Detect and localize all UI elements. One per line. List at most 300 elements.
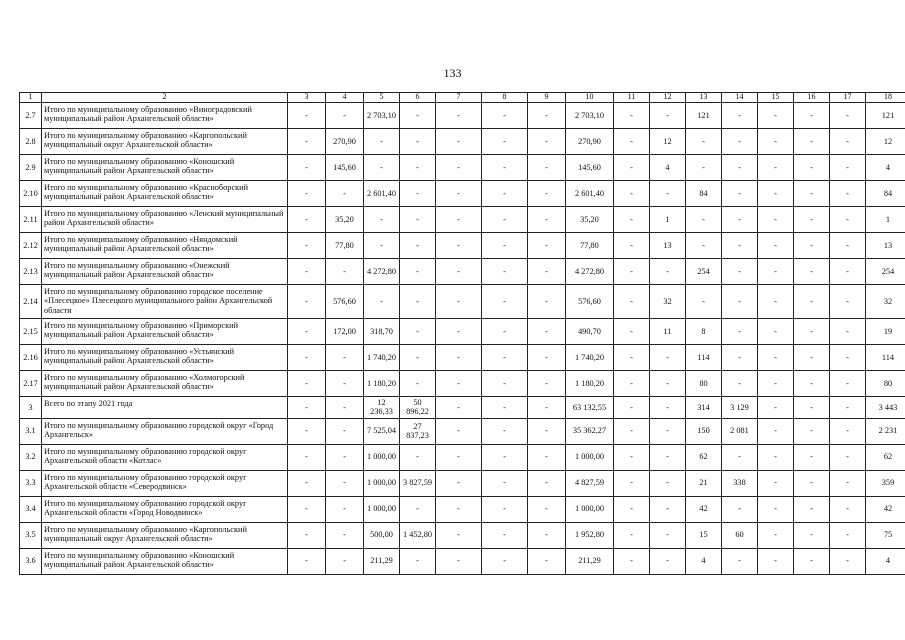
column-header: 12: [650, 93, 686, 103]
table-cell: -: [830, 548, 866, 574]
table-cell: 254: [686, 258, 722, 284]
table-cell: 42: [686, 496, 722, 522]
table-cell: 12: [650, 128, 686, 154]
table-cell: -: [436, 180, 482, 206]
row-name: Итого по муниципальному образованию городской округ Архангельской области «Котлас»: [42, 444, 288, 470]
table-cell: -: [614, 470, 650, 496]
table-cell: -: [400, 206, 436, 232]
table-cell: 500,00: [364, 522, 400, 548]
table-cell: 1 952,80: [566, 522, 614, 548]
table-cell: -: [758, 496, 794, 522]
table-cell: 60: [722, 522, 758, 548]
table-cell: 359: [866, 470, 905, 496]
table-cell: -: [528, 318, 566, 344]
column-header: 9: [528, 93, 566, 103]
table-cell: 84: [686, 180, 722, 206]
table-cell: -: [758, 180, 794, 206]
table-cell: -: [614, 154, 650, 180]
column-header: 13: [686, 93, 722, 103]
table-cell: -: [794, 444, 830, 470]
table-cell: -: [614, 522, 650, 548]
table-cell: -: [794, 370, 830, 396]
column-header: 1: [20, 93, 42, 103]
table-cell: -: [364, 206, 400, 232]
table-cell: -: [650, 102, 686, 128]
table-cell: 3 827,59: [400, 470, 436, 496]
table-cell: 145,60: [326, 154, 364, 180]
table-cell: -: [650, 344, 686, 370]
table-cell: -: [528, 418, 566, 444]
row-name: Итого по муниципальному образованию «Красноборский муниципальный район Архангельской области»: [42, 180, 288, 206]
table-cell: -: [288, 128, 326, 154]
table-cell: -: [650, 444, 686, 470]
table-cell: -: [722, 444, 758, 470]
table-cell: 32: [650, 284, 686, 318]
row-number: 3: [20, 396, 42, 418]
table-cell: 1 452,80: [400, 522, 436, 548]
table-cell: -: [400, 102, 436, 128]
table-cell: 77,80: [566, 232, 614, 258]
row-name: Итого по муниципальному образованию «Каргопольский муниципальный округ Архангельской области»: [42, 522, 288, 548]
table-cell: -: [288, 154, 326, 180]
table-cell: -: [758, 318, 794, 344]
table-cell: 7 525,04: [364, 418, 400, 444]
row-number: 2.15: [20, 318, 42, 344]
table-cell: -: [758, 206, 794, 232]
table-cell: -: [722, 258, 758, 284]
table-cell: -: [794, 154, 830, 180]
table-cell: -: [436, 418, 482, 444]
table-cell: -: [650, 258, 686, 284]
table-cell: 15: [686, 522, 722, 548]
table-cell: -: [528, 396, 566, 418]
table-cell: -: [288, 418, 326, 444]
table-cell: -: [614, 344, 650, 370]
table-cell: -: [794, 284, 830, 318]
table-body: [20, 93, 905, 575]
table-cell: -: [650, 370, 686, 396]
table-cell: -: [326, 470, 364, 496]
table-cell: -: [528, 206, 566, 232]
table-row: [20, 418, 905, 444]
table-cell: -: [326, 418, 364, 444]
table-cell: -: [288, 232, 326, 258]
row-number: 2.17: [20, 370, 42, 396]
table-cell: -: [436, 522, 482, 548]
table-cell: -: [326, 522, 364, 548]
table-cell: 576,60: [566, 284, 614, 318]
table-cell: -: [288, 258, 326, 284]
table-cell: 4 272,80: [364, 258, 400, 284]
table-row: [20, 102, 905, 128]
table-cell: 84: [866, 180, 905, 206]
table-cell: 3 129: [722, 396, 758, 418]
table-cell: 4 827,59: [566, 470, 614, 496]
column-header: 14: [722, 93, 758, 103]
table-cell: -: [830, 180, 866, 206]
table-cell: 27 837,23: [400, 418, 436, 444]
table-cell: -: [436, 444, 482, 470]
table-cell: -: [436, 284, 482, 318]
table-cell: -: [794, 206, 830, 232]
table-cell: -: [686, 206, 722, 232]
table-cell: -: [758, 344, 794, 370]
table-cell: -: [614, 128, 650, 154]
table-cell: -: [400, 344, 436, 370]
table-row: [20, 496, 905, 522]
table-cell: 2 081: [722, 418, 758, 444]
table-row: [20, 522, 905, 548]
row-number: 3.3: [20, 470, 42, 496]
row-name: Итого по муниципальному образованию «Устьянский муниципальный район Архангельской области»: [42, 344, 288, 370]
table-cell: -: [400, 496, 436, 522]
row-name: Итого по муниципальному образованию «Коношский муниципальный район Архангельской области»: [42, 154, 288, 180]
table-cell: -: [482, 418, 528, 444]
table-cell: 8: [686, 318, 722, 344]
table-cell: -: [614, 284, 650, 318]
table-cell: 314: [686, 396, 722, 418]
row-number: 2.10: [20, 180, 42, 206]
table-cell: 77,80: [326, 232, 364, 258]
table-cell: -: [528, 522, 566, 548]
column-header: 7: [436, 93, 482, 103]
row-name: Итого по муниципальному образованию городское поселение «Плесецкое» Плесецкого муниципального район Архангельской области: [42, 284, 288, 318]
table-cell: 11: [650, 318, 686, 344]
table-cell: -: [364, 128, 400, 154]
table-cell: 254: [866, 258, 905, 284]
table-row: [20, 396, 905, 418]
table-cell: -: [288, 102, 326, 128]
table-cell: -: [614, 206, 650, 232]
table-cell: -: [830, 470, 866, 496]
row-name: Итого по муниципальному образованию «Холмогорский муниципальный район Архангельской области»: [42, 370, 288, 396]
table-cell: -: [722, 344, 758, 370]
row-name: Итого по муниципальному образованию городской округ Архангельской области «Северодвинск»: [42, 470, 288, 496]
table-cell: -: [614, 318, 650, 344]
table-cell: -: [482, 102, 528, 128]
row-number: 2.9: [20, 154, 42, 180]
table-cell: -: [326, 396, 364, 418]
table-cell: 318,70: [364, 318, 400, 344]
table-cell: -: [758, 470, 794, 496]
table-cell: -: [722, 284, 758, 318]
table-row: [20, 444, 905, 470]
table-cell: -: [794, 548, 830, 574]
table-cell: -: [614, 548, 650, 574]
column-number-row: [20, 93, 905, 103]
row-number: 3.5: [20, 522, 42, 548]
table-cell: -: [528, 128, 566, 154]
table-cell: 576,60: [326, 284, 364, 318]
table-cell: -: [436, 370, 482, 396]
table-cell: -: [722, 496, 758, 522]
table-cell: -: [326, 102, 364, 128]
table-cell: -: [364, 232, 400, 258]
table-cell: -: [830, 444, 866, 470]
table-cell: -: [436, 496, 482, 522]
table-cell: 35 362,27: [566, 418, 614, 444]
table-cell: 62: [866, 444, 905, 470]
table-cell: 1 740,20: [566, 344, 614, 370]
table-cell: 1 180,20: [566, 370, 614, 396]
table-cell: -: [528, 232, 566, 258]
table-cell: -: [288, 370, 326, 396]
row-number: 2.11: [20, 206, 42, 232]
table-cell: -: [326, 180, 364, 206]
table-cell: 4: [866, 548, 905, 574]
table-cell: -: [614, 418, 650, 444]
table-cell: 270,90: [326, 128, 364, 154]
table-cell: -: [830, 396, 866, 418]
table-cell: -: [482, 258, 528, 284]
table-cell: 80: [866, 370, 905, 396]
table-cell: -: [528, 344, 566, 370]
table-cell: -: [400, 318, 436, 344]
table-cell: -: [482, 470, 528, 496]
table-cell: -: [758, 232, 794, 258]
column-header: 17: [830, 93, 866, 103]
page-number: 133: [443, 66, 462, 80]
table-cell: -: [528, 548, 566, 574]
table-cell: 338: [722, 470, 758, 496]
table-cell: 2 601,40: [566, 180, 614, 206]
table-cell: -: [794, 232, 830, 258]
table-row: [20, 370, 905, 396]
table-cell: -: [830, 418, 866, 444]
table-cell: -: [482, 284, 528, 318]
table-cell: -: [830, 102, 866, 128]
table-cell: -: [830, 522, 866, 548]
table-cell: -: [650, 396, 686, 418]
table-row: [20, 180, 905, 206]
row-name: Итого по муниципальному образованию «Ленский муниципальный район Архангельской области»: [42, 206, 288, 232]
table-cell: -: [482, 318, 528, 344]
table-cell: -: [614, 258, 650, 284]
table-row: [20, 232, 905, 258]
table-cell: -: [364, 154, 400, 180]
table-cell: -: [436, 206, 482, 232]
table-cell: -: [482, 232, 528, 258]
table-cell: 114: [866, 344, 905, 370]
table-cell: 19: [866, 318, 905, 344]
table-cell: 62: [686, 444, 722, 470]
table-cell: -: [758, 444, 794, 470]
column-header: 2: [42, 93, 288, 103]
table-cell: 121: [686, 102, 722, 128]
table-row: [20, 128, 905, 154]
table-cell: -: [482, 154, 528, 180]
table-row: [20, 318, 905, 344]
table-cell: 145,60: [566, 154, 614, 180]
table-cell: -: [758, 548, 794, 574]
table-cell: -: [794, 418, 830, 444]
table-cell: -: [482, 370, 528, 396]
table-cell: -: [528, 102, 566, 128]
row-number: 2.14: [20, 284, 42, 318]
row-number: 3.2: [20, 444, 42, 470]
table-cell: 12 236,33: [364, 396, 400, 418]
table-cell: -: [794, 396, 830, 418]
table-cell: -: [436, 102, 482, 128]
column-header: 8: [482, 93, 528, 103]
row-number: 2.12: [20, 232, 42, 258]
table-cell: -: [400, 258, 436, 284]
table-cell: -: [758, 370, 794, 396]
table-cell: 3 443: [866, 396, 905, 418]
row-name: Итого по муниципальному образованию «Няндомский муниципальный район Архангельской области»: [42, 232, 288, 258]
table-cell: 172,00: [326, 318, 364, 344]
table-cell: -: [482, 206, 528, 232]
table-cell: -: [614, 370, 650, 396]
table-cell: 1: [650, 206, 686, 232]
table-cell: -: [288, 496, 326, 522]
table-cell: -: [288, 396, 326, 418]
table-cell: -: [326, 258, 364, 284]
table-cell: 150: [686, 418, 722, 444]
table-cell: 42: [866, 496, 905, 522]
table-cell: 1 180,20: [364, 370, 400, 396]
resettlement-table: [19, 92, 905, 575]
table-cell: -: [794, 344, 830, 370]
table-cell: -: [758, 102, 794, 128]
table-cell: -: [722, 154, 758, 180]
column-header: 5: [364, 93, 400, 103]
table-cell: -: [400, 548, 436, 574]
table-cell: -: [400, 370, 436, 396]
table-row: [20, 344, 905, 370]
table-row: [20, 154, 905, 180]
table-cell: -: [830, 496, 866, 522]
table-cell: -: [758, 522, 794, 548]
table-cell: -: [288, 284, 326, 318]
table-cell: 75: [866, 522, 905, 548]
table-row: [20, 470, 905, 496]
table-cell: -: [686, 128, 722, 154]
table-cell: 50 896,22: [400, 396, 436, 418]
table-cell: -: [794, 102, 830, 128]
column-header: 18: [866, 93, 905, 103]
column-header: 16: [794, 93, 830, 103]
column-header: 10: [566, 93, 614, 103]
table-cell: -: [288, 318, 326, 344]
column-header: 3: [288, 93, 326, 103]
table-cell: -: [614, 180, 650, 206]
table-cell: -: [482, 344, 528, 370]
table-cell: -: [758, 154, 794, 180]
table-cell: -: [686, 284, 722, 318]
row-name: Всего по этапу 2021 года: [42, 396, 288, 418]
table-cell: -: [528, 370, 566, 396]
table-cell: 211,29: [566, 548, 614, 574]
row-number: 3.1: [20, 418, 42, 444]
table-cell: -: [436, 232, 482, 258]
table-cell: -: [436, 470, 482, 496]
table-cell: -: [364, 284, 400, 318]
table-row: [20, 206, 905, 232]
row-number: 2.13: [20, 258, 42, 284]
table-cell: -: [650, 548, 686, 574]
table-cell: -: [614, 102, 650, 128]
table-cell: -: [758, 258, 794, 284]
row-number: 2.7: [20, 102, 42, 128]
table-cell: -: [326, 370, 364, 396]
table-cell: -: [288, 470, 326, 496]
table-cell: -: [722, 548, 758, 574]
table-cell: -: [528, 444, 566, 470]
table-cell: 2 601,40: [364, 180, 400, 206]
table-cell: -: [400, 444, 436, 470]
column-header: 6: [400, 93, 436, 103]
table-cell: 1 000,00: [364, 444, 400, 470]
table-cell: -: [436, 154, 482, 180]
table-cell: -: [794, 318, 830, 344]
table-cell: 80: [686, 370, 722, 396]
table-cell: -: [288, 180, 326, 206]
table-row: [20, 258, 905, 284]
table-cell: 2 703,10: [364, 102, 400, 128]
table-cell: -: [436, 318, 482, 344]
table-cell: -: [482, 180, 528, 206]
table-cell: 21: [686, 470, 722, 496]
row-name: Итого по муниципальному образованию «Онежский муниципальный район Архангельской области»: [42, 258, 288, 284]
table-cell: -: [288, 344, 326, 370]
table-cell: -: [614, 396, 650, 418]
table-cell: -: [650, 418, 686, 444]
table-cell: 1 000,00: [364, 470, 400, 496]
table-cell: -: [794, 522, 830, 548]
table-cell: -: [650, 496, 686, 522]
table-cell: -: [830, 206, 866, 232]
table-cell: 13: [650, 232, 686, 258]
table-cell: -: [528, 284, 566, 318]
table-cell: -: [794, 470, 830, 496]
row-name: Итого по муниципальному образованию «Приморский муниципальный район Архангельской области»: [42, 318, 288, 344]
table-cell: -: [436, 548, 482, 574]
table-cell: -: [326, 496, 364, 522]
table-cell: -: [614, 232, 650, 258]
column-header: 4: [326, 93, 364, 103]
table-cell: 4 272,80: [566, 258, 614, 284]
table-cell: -: [794, 258, 830, 284]
table-cell: 1 740,20: [364, 344, 400, 370]
row-number: 2.16: [20, 344, 42, 370]
table-cell: -: [482, 396, 528, 418]
row-number: 2.8: [20, 128, 42, 154]
table-cell: -: [794, 180, 830, 206]
table-cell: -: [436, 128, 482, 154]
table-cell: -: [722, 318, 758, 344]
table-cell: -: [614, 496, 650, 522]
row-name: Итого по муниципальному образованию «Каргопольский муниципальный округ Архангельской области»: [42, 128, 288, 154]
table-cell: 13: [866, 232, 905, 258]
table-cell: -: [650, 180, 686, 206]
table-cell: -: [288, 444, 326, 470]
table-cell: 114: [686, 344, 722, 370]
table-cell: -: [528, 258, 566, 284]
table-cell: 2 703,10: [566, 102, 614, 128]
column-header: 15: [758, 93, 794, 103]
table-cell: -: [528, 496, 566, 522]
table-cell: -: [400, 232, 436, 258]
table-cell: 1: [866, 206, 905, 232]
table-cell: -: [614, 444, 650, 470]
table-cell: -: [326, 548, 364, 574]
table-cell: -: [436, 344, 482, 370]
table-cell: -: [528, 470, 566, 496]
table-cell: -: [400, 180, 436, 206]
table-cell: 12: [866, 128, 905, 154]
column-header: 11: [614, 93, 650, 103]
